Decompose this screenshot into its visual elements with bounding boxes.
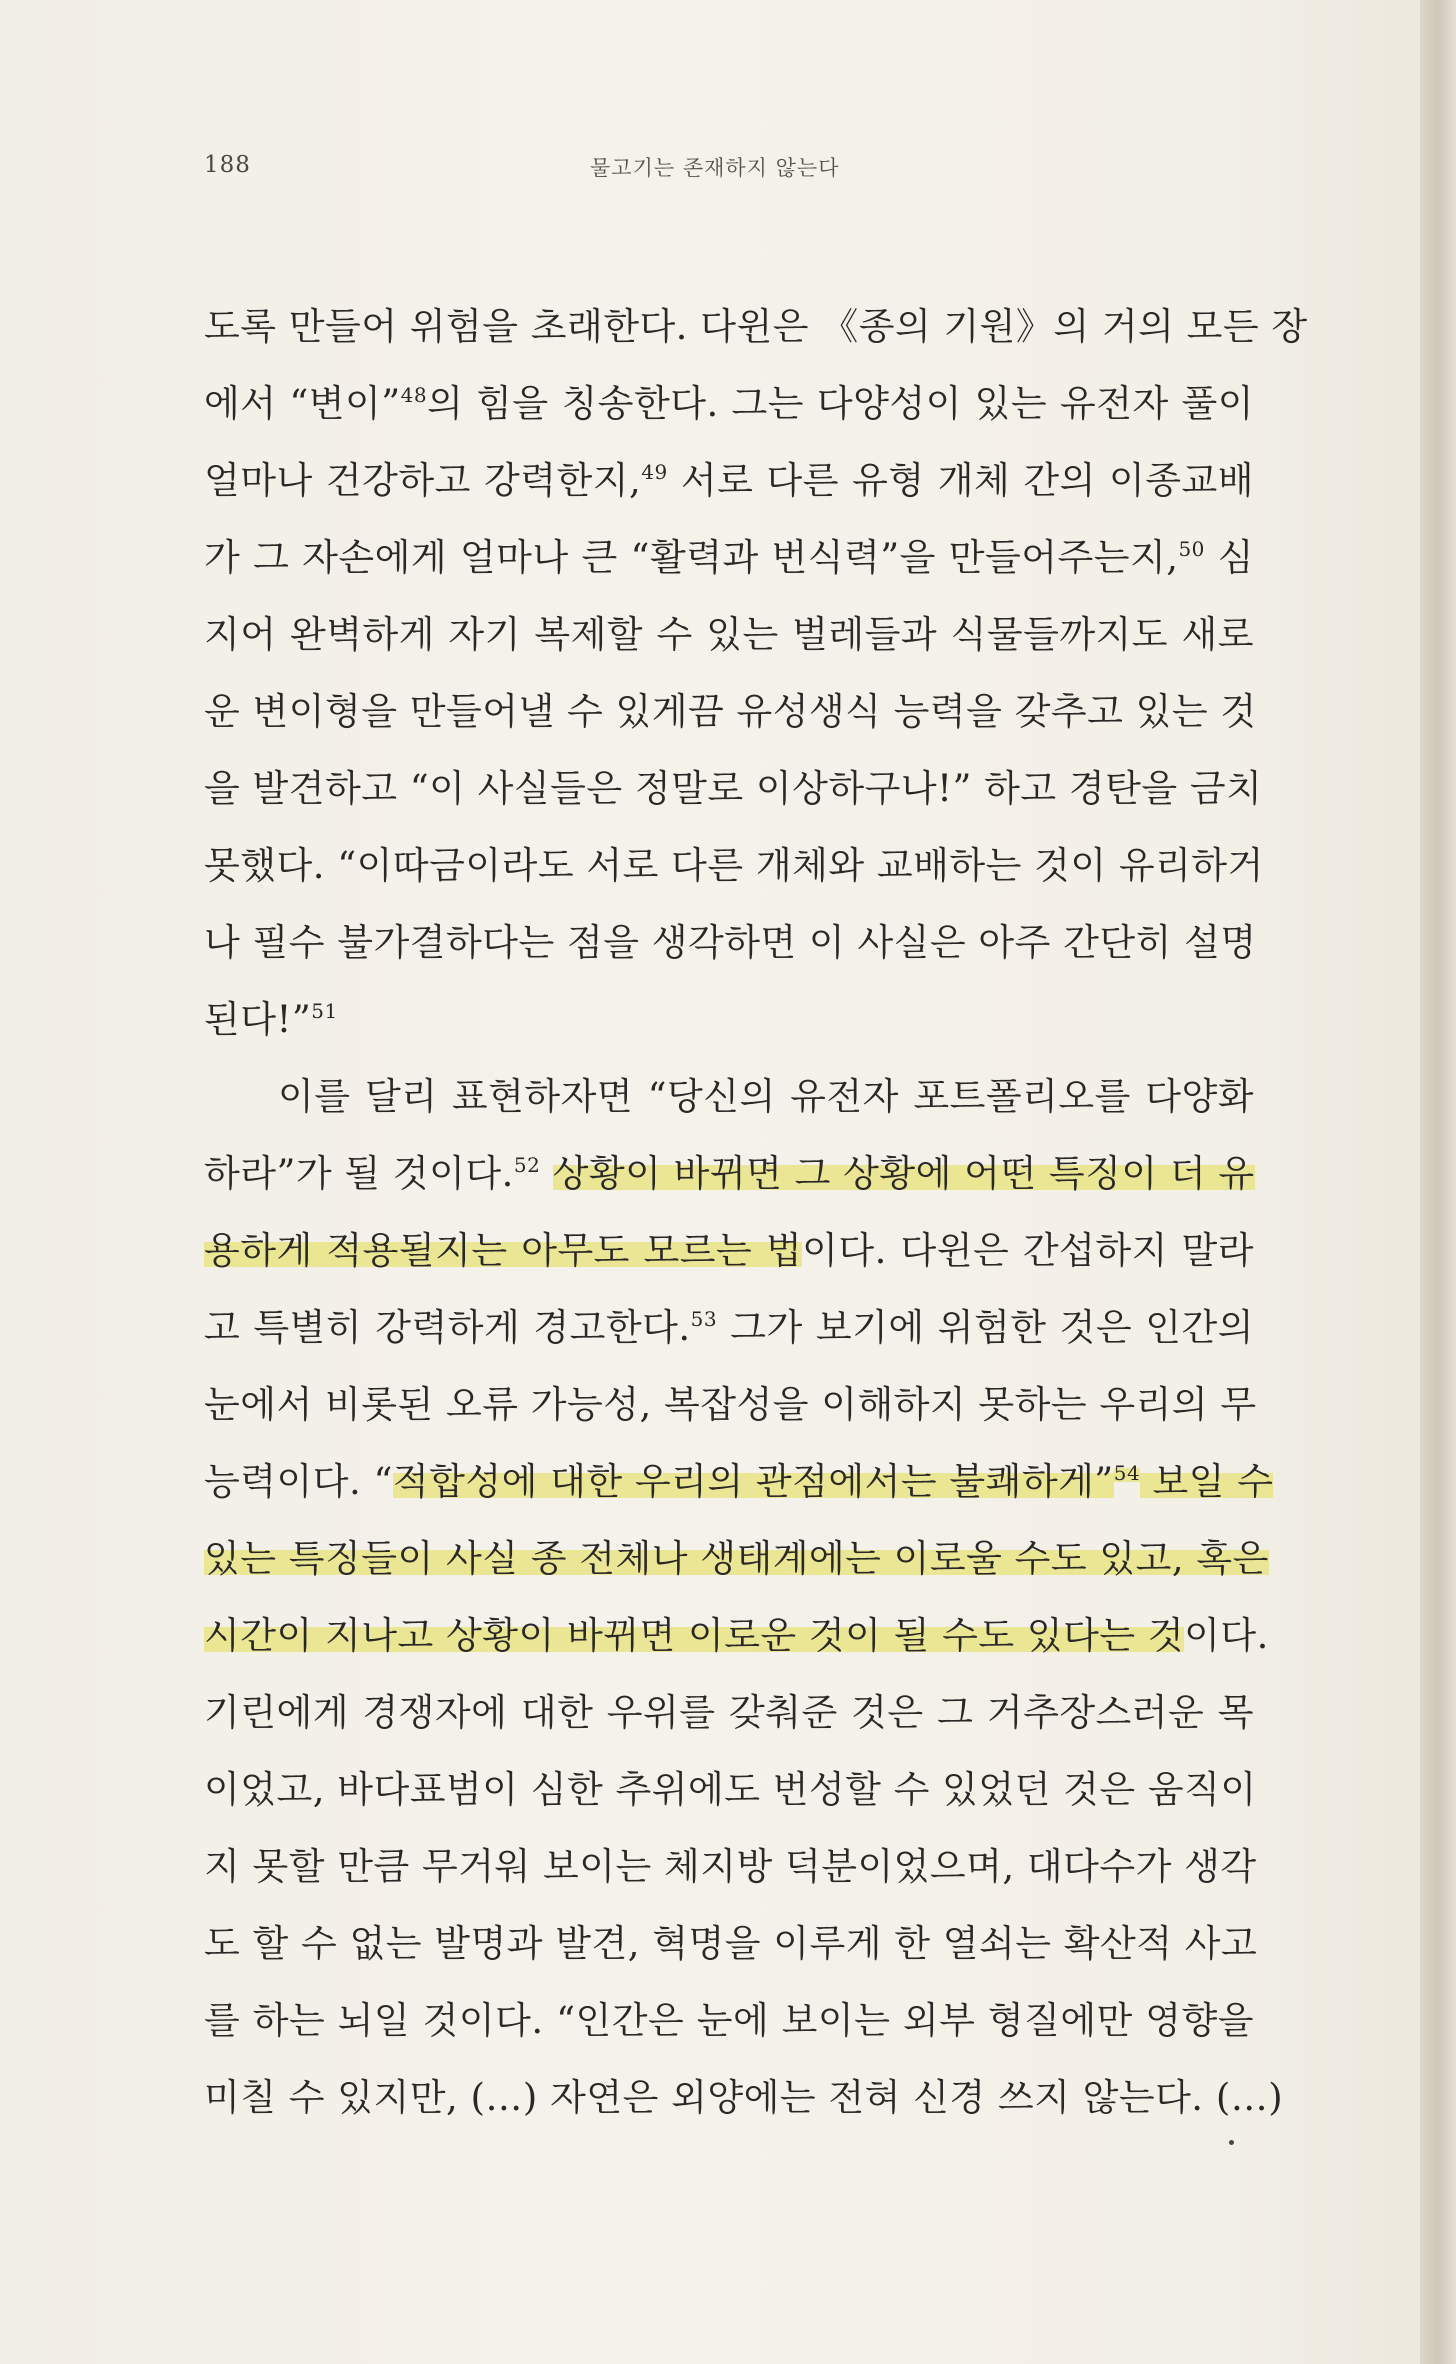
text-line [204,1828,1257,1905]
text-segment [540,1152,552,1195]
highlighted-text: 상황이 바뀌면 그 상황에 어떤 특징이 더 유 [552,1152,1255,1195]
text-segment: 이다. [1184,1614,1269,1657]
text-line [204,365,1254,442]
page-number: 188 [204,152,251,178]
text-segment: 기린에게 경쟁자에 대한 우위를 갖춰준 것은 그 거추장스러운 목 [204,1691,1254,1734]
text-segment: 가 그 자손에게 얼마나 큰 “활력과 번식력”을 만들어주는지, [204,536,1179,579]
text-segment: 이었고, 바다표범이 심한 추위에도 번성할 수 있었던 것은 움직이 [204,1768,1257,1811]
running-head: 물고기는 존재하지 않는다 [590,156,840,180]
text-line [204,2059,1284,2136]
highlighted-text: 시간이 지나고 상황이 바뀌면 이로운 것이 될 수도 있다는 것 [204,1614,1185,1657]
footnote-ref: 49 [641,460,668,484]
text-line [204,596,1254,673]
text-segment: 지어 완벽하게 자기 복제할 수 있는 벌레들과 식물들까지도 새로 [204,613,1254,656]
text-segment: 도 할 수 없는 발명과 발견, 혁명을 이루게 한 열쇠는 확산적 사고 [204,1922,1258,1965]
text-segment: 능력이다. “ [204,1460,393,1503]
text-segment: 이다. 다윈은 간섭하지 말라 [802,1229,1254,1272]
text-line [204,1135,1254,1212]
text-segment: 얼마나 건강하고 강력한지, [204,459,642,502]
text-segment: 미칠 수 있지만, (…) 자연은 외양에는 전혀 신경 쓰지 않는다. (…) [204,2076,1284,2119]
text-line [204,750,1263,827]
text-line [204,673,1257,750]
footnote-ref: 51 [311,999,338,1023]
stray-mark [1229,2140,1234,2145]
text-line [204,1597,1269,1674]
text-segment: 눈에서 비롯된 오류 가능성, 복잡성을 이해하지 못하는 우리의 무 [204,1383,1257,1426]
highlighted-text: 있는 특징들이 사실 종 전체나 생태계에는 이로울 수도 있고, 혹은 [204,1537,1269,1580]
text-line [204,1520,1269,1597]
footnote-ref: 54 [1113,1461,1141,1485]
text-line [204,1674,1254,1751]
page-edge [1420,0,1456,2364]
footnote-ref: 48 [400,383,428,407]
text-line [204,1443,1274,1520]
text-line [204,1058,1254,1135]
footnote-ref: 52 [513,1153,541,1177]
body-text [204,288,1308,2136]
text-line [204,519,1254,596]
highlighted-text: 용하게 적용될지는 아무도 모르는 법 [204,1229,803,1272]
text-segment: 고 특별히 강력하게 경고한다. [204,1306,691,1349]
text-segment: 하라”가 될 것이다. [204,1152,514,1195]
text-line [204,904,1257,981]
text-segment: 심 [1204,536,1254,579]
footnote-ref: 53 [690,1307,718,1331]
footnote-ref: 50 [1178,537,1205,561]
text-line [204,1751,1257,1828]
text-segment: 지 못할 만큼 무거워 보이는 체지방 덕분이었으며, 대다수가 생각 [204,1845,1257,1888]
text-segment: 나 필수 불가결하다는 점을 생각하면 이 사실은 아주 간단히 설명 [204,921,1257,964]
text-line [204,1366,1257,1443]
text-line [204,1905,1258,1982]
highlighted-text: 보일 수 [1140,1460,1274,1503]
text-segment: 에서 “변이” [204,382,401,425]
text-line [204,1289,1254,1366]
text-line [204,981,1254,1058]
text-line [204,827,1264,904]
text-segment: 운 변이형을 만들어낼 수 있게끔 유성생식 능력을 갖추고 있는 것 [204,690,1257,733]
text-segment: 을 발견하고 “이 사실들은 정말로 이상하구나!” 하고 경탄을 금치 [204,767,1263,810]
text-segment: 이를 달리 표현하자면 “당신의 유전자 포트폴리오를 다양화 [278,1075,1254,1118]
text-segment: 의 힘을 칭송한다. 그는 다양성이 있는 유전자 풀이 [427,382,1255,425]
text-line [204,442,1254,519]
text-line [204,288,1308,365]
text-line [204,1212,1254,1289]
highlighted-text: 적합성에 대한 우리의 관점에서는 불쾌하게” [392,1460,1114,1503]
text-segment: 도록 만들어 위험을 초래한다. 다윈은 《종의 기원》의 거의 모든 장 [204,305,1308,348]
text-segment: 그가 보기에 위험한 것은 인간의 [717,1306,1255,1349]
text-segment: 못했다. “이따금이라도 서로 다른 개체와 교배하는 것이 유리하거 [204,844,1264,887]
text-segment: 서로 다른 유형 개체 간의 이종교배 [667,459,1254,502]
text-segment: 를 하는 뇌일 것이다. “인간은 눈에 보이는 외부 형질에만 영향을 [204,1999,1254,2042]
text-segment: 된다!” [204,998,312,1041]
text-line [204,1982,1254,2059]
